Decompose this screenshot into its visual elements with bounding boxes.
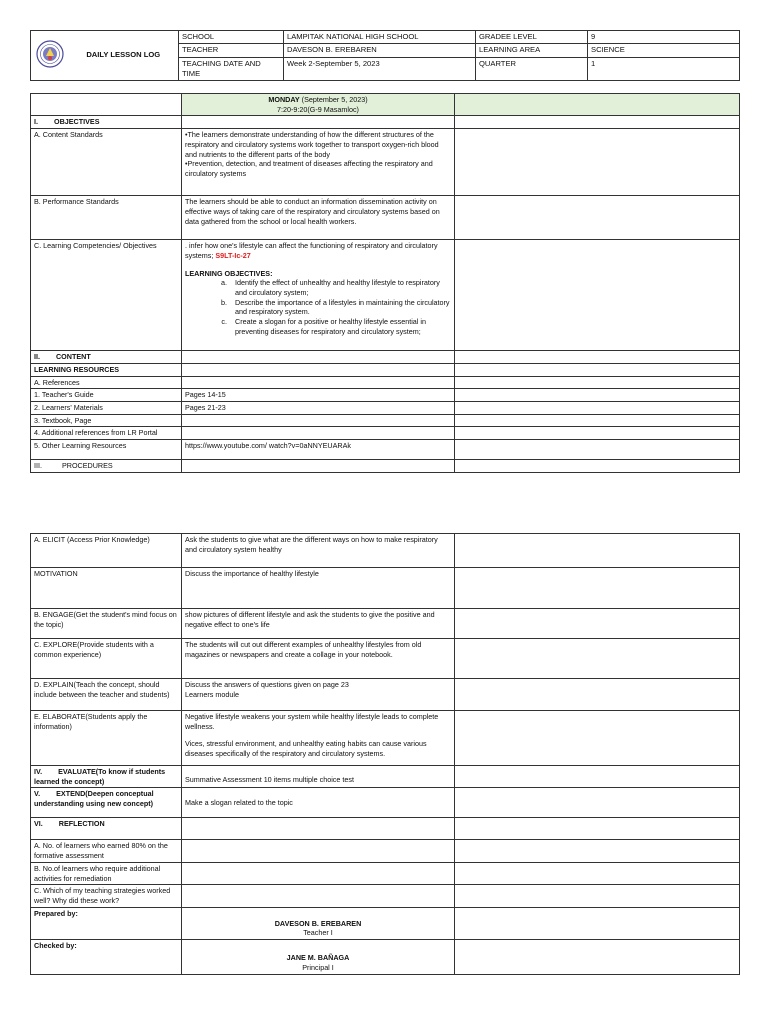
deped-seal-icon	[36, 40, 64, 68]
lesson-table-procedures	[30, 533, 740, 975]
explain-text: Discuss the answers of questions given on page 23 Learners module	[182, 679, 455, 711]
list-item: a. Identify the effect of unhealthy and healthy lifestyle to respiratory and circulatory system;	[229, 278, 451, 297]
date-value: Week 2-September 5, 2023	[284, 57, 476, 81]
elaborate-text: Negative lifestyle weakens your system while healthy lifestyle leads to complete wellness. Vices, stressful environment, and unhealthy eating habits can cause various diseases specifically of the respiratory and circulatory systems.	[182, 711, 455, 766]
checked-title: Principal I	[302, 962, 334, 972]
date-label: TEACHING DATE AND TIME	[179, 57, 284, 81]
motivation-text: Discuss the importance of healthy lifestyle	[182, 568, 455, 609]
list-item: c. Create a slogan for a positive or healthy lifestyle essential in preventing diseases for respiratory and circulatory system;	[229, 317, 451, 336]
content-standards-label: A. Content Standards	[31, 129, 182, 196]
learning-objectives-heading: LEARNING OBJECTIVES:	[185, 268, 273, 278]
reflection-label: VI. REFLECTION	[31, 818, 182, 840]
deped-seal	[31, 31, 69, 81]
grade-label: GRADEE LEVEL	[476, 31, 588, 44]
lesson-table-objectives	[30, 93, 740, 473]
reflection-a: A. No. of learners who earned 80% on the formative assessment	[31, 840, 182, 862]
content-heading: II. CONTENT	[31, 351, 182, 364]
explore-text: The students will cut out different examples of unhealthy lifestyles from old magazines or newspapers and create a collage in your notebook.	[182, 639, 455, 679]
reflection-b: B. No.of learners who require additional activities for remediation	[31, 862, 182, 884]
list-item: b. Describe the importance of a lifestyles in maintaining the circulatory and respiratory system.	[229, 298, 451, 317]
checked-by-signature	[182, 940, 455, 974]
prepared-by-signature	[182, 907, 455, 939]
textbook-label: 3. Textbook, Page	[31, 414, 182, 427]
explore-label: C. EXPLORE(Provide students with a common experience)	[31, 639, 182, 679]
content-standards-text: •The learners demonstrate understanding of how the different structures of the respiratory and circulatory systems work together to transport oxygen-rich blood and nutrients to the different parts of the body •Prevention, detection, and treatment of diseases affecting the respiratory and circulatory systems	[182, 129, 455, 196]
extend-text: Make a slogan related to the topic	[182, 788, 455, 818]
engage-text: show pictures of different lifestyle and ask the students to give the positive and negative effect to one's life	[182, 609, 455, 639]
objectives-heading: I. OBJECTIVES	[31, 116, 182, 129]
checked-by-label: Checked by:	[31, 940, 182, 974]
motivation-label: MOTIVATION	[31, 568, 182, 609]
competency-code: S9LT-Ic-27	[215, 250, 251, 260]
performance-standards-label: B. Performance Standards	[31, 196, 182, 240]
competency-label: C. Learning Competencies/ Objectives	[31, 240, 182, 351]
learners-materials-value: Pages 21-23	[182, 402, 455, 415]
references-label: A. References	[31, 376, 182, 389]
other-resources-label: 5. Other Learning Resources	[31, 440, 182, 460]
elicit-text: Ask the students to give what are the different ways on how to make respiratory and circulatory system healthy	[182, 534, 455, 568]
performance-standards-text: The learners should be able to conduct an information dissemination activity on effective ways of taking care of the respiratory and circulatory systems based on data gathered from the school or local health workers.	[182, 196, 455, 240]
elaborate-label: E. ELABORATE(Students apply the information)	[31, 711, 182, 766]
prepared-title: Teacher I	[303, 928, 333, 938]
evaluate-label: IV. EVALUATE(To know if students learned the concept)	[31, 766, 182, 788]
extend-label: V. EXTEND(Deepen conceptual understanding using new concept)	[31, 788, 182, 818]
area-value: SCIENCE	[588, 44, 740, 57]
quarter-value: 1	[588, 57, 740, 81]
teachers-guide-value: Pages 14-15	[182, 389, 455, 402]
reflection-c: C. Which of my teaching strategies worked well? Why did these work?	[31, 885, 182, 907]
prepared-by-label: Prepared by:	[31, 907, 182, 939]
quarter-label: QUARTER	[476, 57, 588, 81]
doc-title: DAILY LESSON LOG	[69, 31, 179, 81]
learners-materials-label: 2. Learners' Materials	[31, 402, 182, 415]
teachers-guide-label: 1. Teacher's Guide	[31, 389, 182, 402]
other-resources-link[interactable]: https://www.youtube.com/ watch?v=0aNNYEUARAk	[182, 440, 455, 460]
additional-references-label: 4. Additional references from LR Portal	[31, 427, 182, 440]
header-table	[30, 30, 740, 81]
school-label: SCHOOL	[179, 31, 284, 44]
evaluate-text: Summative Assessment 10 items multiple choice test	[182, 766, 455, 788]
teacher-label: TEACHER	[179, 44, 284, 57]
learning-objectives-list	[185, 278, 451, 336]
checked-name: JANE M. BAÑAGA	[286, 953, 350, 963]
procedures-heading: III. PROCEDURES	[31, 460, 182, 473]
engage-label: B. ENGAGE(Get the student's mind focus on the topic)	[31, 609, 182, 639]
learning-resources-heading: LEARNING RESOURCES	[31, 363, 182, 376]
grade-value: 9	[588, 31, 740, 44]
prepared-name: DAVESON B. EREBAREN	[274, 918, 362, 928]
competency-text: . infer how one's lifestyle can affect the functioning of respiratory and circulatory systems; S9LT-Ic-27 LEARNING OBJECTIVES: a. Identify the effect of unhealthy and healthy lifestyle to respiratory and circulatory system; b. Describe the importance of a lifestyles in maintaining the circulatory and respiratory system. c. Create a slogan for a positive or healthy lifestyle essential in preventing diseases for respiratory and circulatory system;	[182, 240, 455, 351]
explain-label: D. EXPLAIN(Teach the concept, should include between the teacher and students)	[31, 679, 182, 711]
school-value: LAMPITAK NATIONAL HIGH SCHOOL	[284, 31, 476, 44]
day-header: MONDAY (September 5, 2023) 7:20-9:20(G-9 Masamloc)	[182, 94, 455, 116]
area-label: LEARNING AREA	[476, 44, 588, 57]
teacher-value: DAVESON B. EREBAREN	[284, 44, 476, 57]
elicit-label: A. ELICIT (Access Prior Knowledge)	[31, 534, 182, 568]
